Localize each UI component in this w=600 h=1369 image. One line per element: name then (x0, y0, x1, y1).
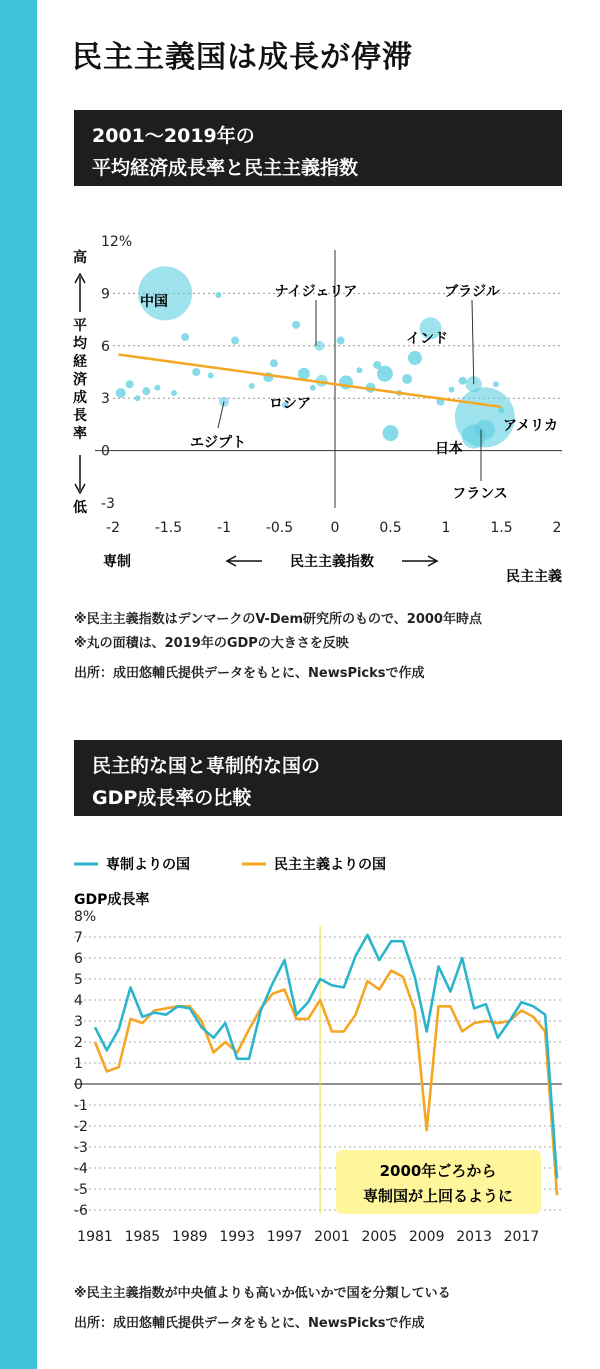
y-tick-label: 3 (101, 391, 110, 408)
country-label: 中国 (140, 294, 168, 310)
x-tick-label: 1.5 (490, 520, 513, 536)
legend-label: 専制よりの国 (106, 857, 190, 873)
country-label: ブラジル (444, 284, 500, 300)
legend-label: 民主主義よりの国 (274, 857, 386, 873)
bubble (292, 321, 300, 329)
country-bubble (475, 420, 495, 440)
bubble (270, 359, 278, 367)
xlabel-title: 民主主義指数 (290, 554, 374, 570)
y-tick-label: 4 (74, 993, 83, 1009)
chart2-header-line2: GDP成長率の比較 (92, 787, 252, 809)
line-chart (0, 840, 600, 1250)
chart1-note-1: ※民主主義指数はデンマークのV-Dem研究所のもので、2000年時点 (74, 612, 482, 627)
y-tick-label: 6 (74, 951, 83, 967)
x-tick-label: 2017 (503, 1229, 540, 1245)
bubble (171, 390, 177, 396)
ylabel-title: 平均経済成長率 (73, 318, 87, 442)
y-tick-label: 1 (74, 1056, 83, 1072)
bubble (377, 366, 393, 382)
chart2-source: 出所：成田悠輔氏提供データをもとに、NewsPicksで作成 (74, 1316, 425, 1331)
y-tick-label: -2 (74, 1119, 88, 1135)
bubble (493, 381, 499, 387)
country-label: ナイジェリア (274, 284, 358, 300)
bubble (298, 368, 310, 380)
chart2-header-line1: 民主的な国と専制的な国の (92, 755, 321, 777)
y-tick-label: -4 (74, 1161, 88, 1177)
bubble (459, 377, 467, 385)
ylabel-high: 高 (73, 250, 87, 266)
y-tick-label: -3 (74, 1140, 88, 1156)
y-tick-label: 12% (101, 234, 133, 250)
bubble (215, 292, 221, 298)
country-label: エジプト (190, 435, 246, 451)
xlabel-democracy: 民主主義 (506, 569, 562, 585)
y-tick-label: 5 (74, 972, 83, 988)
bubble (337, 337, 345, 345)
bubble (208, 372, 214, 378)
y-tick-label: -3 (101, 496, 115, 512)
bubble (310, 385, 316, 391)
country-label: フランス (452, 486, 508, 502)
scatter-chart (0, 225, 600, 595)
bubble (408, 351, 422, 365)
chart1-note-2: ※丸の面積は、2019年のGDPの大きさを反映 (74, 636, 349, 651)
x-tick-label: 0 (330, 520, 340, 536)
bubble (116, 388, 126, 398)
y-tick-label: -5 (74, 1182, 88, 1198)
x-tick-label: 2013 (456, 1229, 492, 1245)
bubble (192, 368, 200, 376)
country-label: 日本 (435, 441, 463, 457)
x-tick-label: 2001 (314, 1229, 350, 1245)
y-tick-label: -1 (74, 1098, 88, 1114)
x-tick-label: 2009 (408, 1229, 445, 1245)
bubble (402, 374, 412, 384)
bubble (154, 385, 160, 391)
x-tick-label: -0.5 (265, 520, 294, 536)
x-tick-label: 2005 (361, 1229, 398, 1245)
bubble (134, 395, 140, 401)
country-label: アメリカ (503, 418, 559, 434)
x-tick-label: -2 (106, 520, 120, 536)
chart1-header-line2: 平均経済成長率と民主主義指数 (92, 157, 359, 179)
country-label: ロシア (269, 396, 311, 412)
chart2-header (74, 740, 562, 816)
x-tick-label: 1981 (77, 1229, 113, 1245)
x-tick-label: 1997 (266, 1229, 303, 1245)
annotation-line2: 専制国が上回るように (362, 1187, 514, 1205)
chart1-header-line1: 2001～2019年の (92, 125, 255, 147)
bubble (356, 367, 362, 373)
y-tick-label: -6 (74, 1203, 88, 1219)
x-tick-label: 0.5 (379, 520, 402, 536)
chart1-source: 出所：成田悠輔氏提供データをもとに、NewsPicksで作成 (74, 666, 425, 681)
x-tick-label: 1989 (171, 1229, 208, 1245)
x-tick-label: -1 (217, 520, 231, 536)
page-title: 民主主義国は成長が停滞 (72, 40, 413, 75)
bubble (249, 383, 255, 389)
y-tick-label: 8% (74, 909, 97, 925)
chart2-note-1: ※民主主義指数が中央値よりも高いか低いかで国を分類している (74, 1286, 451, 1301)
leader-line (472, 300, 474, 384)
chart1-header (74, 110, 562, 186)
ylabel: GDP成長率 (74, 892, 150, 908)
xlabel-autocracy: 専制 (103, 554, 131, 570)
y-tick-label: 6 (101, 338, 110, 355)
ylabel-low: 低 (73, 500, 87, 516)
bubble (231, 337, 239, 345)
y-tick-label: 2 (74, 1035, 83, 1051)
x-tick-label: -1.5 (154, 520, 183, 536)
bubble (126, 380, 134, 388)
x-tick-label: 1993 (219, 1229, 255, 1245)
series-line-autocracy (95, 935, 557, 1179)
x-tick-label: 2 (552, 520, 562, 536)
y-tick-label: 7 (74, 930, 83, 946)
country-label: インド (406, 331, 448, 347)
bubble (449, 386, 455, 392)
bubble (181, 333, 189, 341)
y-tick-label: 9 (101, 286, 110, 303)
bubble (383, 425, 399, 441)
y-tick-label: 3 (74, 1014, 83, 1030)
x-tick-label: 1985 (124, 1229, 161, 1245)
y-tick-label: 0 (74, 1077, 83, 1093)
annotation-line1: 2000年ごろから (379, 1162, 497, 1180)
x-tick-label: 1 (441, 520, 451, 536)
y-tick-label: 0 (101, 443, 110, 460)
bubble (142, 387, 150, 395)
